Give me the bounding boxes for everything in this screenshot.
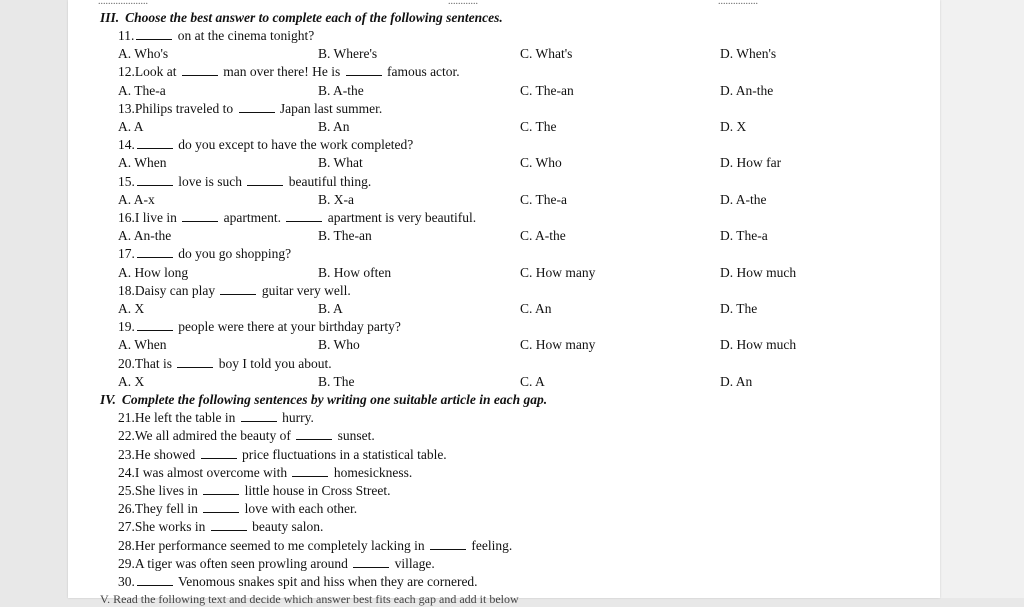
- item-number: 11.: [118, 28, 135, 43]
- sentence-text: sunset.: [334, 428, 375, 444]
- gap-sentence: [118, 555, 435, 573]
- viewer-background-right: [940, 0, 1024, 598]
- answer-option[interactable]: A. How long: [118, 264, 189, 280]
- answer-option[interactable]: B. The-an: [318, 228, 372, 244]
- answer-blank[interactable]: [137, 137, 173, 149]
- section-heading: [100, 9, 503, 27]
- answer-option[interactable]: D. X: [720, 119, 747, 134]
- answer-blank[interactable]: [239, 101, 275, 113]
- answer-blank[interactable]: [286, 210, 322, 222]
- answer-option[interactable]: A. X: [118, 301, 145, 316]
- sentence-text: village.: [391, 555, 435, 571]
- question-stem: [118, 63, 460, 81]
- sentence-text: A tiger was often seen prowling around: [134, 555, 352, 571]
- answer-option[interactable]: B. How often: [318, 264, 392, 280]
- answer-option[interactable]: D. The-a: [720, 228, 768, 244]
- sentence-text: Japan last summer.: [276, 100, 383, 116]
- answer-option[interactable]: D. The: [720, 301, 758, 316]
- item-number: 28.: [118, 537, 135, 553]
- gap-sentence: [118, 573, 478, 591]
- answer-option[interactable]: A. When: [118, 155, 167, 171]
- answer-option[interactable]: A. Who's: [118, 46, 169, 62]
- item-number: 13.: [118, 100, 135, 116]
- section-number: III.: [100, 10, 120, 25]
- section-number: IV.: [100, 392, 116, 407]
- answer-blank[interactable]: [137, 174, 173, 186]
- answer-blank[interactable]: [430, 538, 466, 550]
- cut-off-text-bottom: V. Read the following text and decide which answer best fits each gap and add it below: [100, 592, 519, 606]
- item-number: 16.: [118, 210, 135, 225]
- sentence-text: She lives in: [134, 483, 202, 498]
- item-number: 25.: [118, 483, 135, 498]
- sentence-text: I was almost overcome with: [134, 464, 291, 480]
- section-title: Choose the best answer to complete each of the following sentences.: [125, 10, 503, 25]
- sentence-text: I live in: [134, 210, 181, 225]
- answer-option[interactable]: C. How many: [520, 264, 596, 280]
- sentence-text: man over there! He is: [219, 64, 344, 80]
- answer-option[interactable]: A. X: [118, 373, 145, 389]
- sentence-text: beauty salon.: [248, 519, 324, 535]
- answer-blank[interactable]: [137, 574, 173, 586]
- answer-blank[interactable]: [220, 283, 256, 295]
- answer-blank[interactable]: [292, 465, 328, 477]
- question-stem: [118, 355, 332, 373]
- gap-sentence: [118, 446, 447, 464]
- answer-option[interactable]: D. How far: [720, 155, 782, 171]
- sentence-text: They fell in: [134, 501, 202, 517]
- answer-option[interactable]: D. How much: [720, 264, 797, 280]
- answer-blank[interactable]: [182, 210, 218, 222]
- sentence-text: do you except to have the work completed?: [174, 137, 414, 153]
- sentence-text: Her performance seemed to me completely lacking in: [134, 537, 429, 553]
- question-stem: [118, 318, 401, 336]
- item-number: 15.: [118, 173, 135, 189]
- sentence-text: boy I told you about.: [215, 355, 332, 371]
- item-number: 20.: [118, 355, 135, 371]
- answer-option[interactable]: B. An: [318, 119, 350, 134]
- question-stem: [118, 245, 291, 263]
- answer-option[interactable]: C. How many: [520, 337, 596, 353]
- gap-sentence: [118, 464, 412, 482]
- answer-option[interactable]: B. Who: [318, 337, 360, 353]
- item-number: 21.: [118, 410, 135, 426]
- answer-blank[interactable]: [203, 483, 239, 495]
- sentence-text: price fluctuations in a statistical table.: [238, 446, 447, 462]
- answer-option[interactable]: B. A-the: [318, 82, 364, 98]
- answer-blank[interactable]: [182, 64, 218, 76]
- sentence-text: do you go shopping?: [174, 246, 292, 262]
- sentence-text: people were there at your birthday party?: [174, 319, 401, 335]
- item-number: 29.: [118, 555, 135, 571]
- cut-off-text-top: ....................: [98, 0, 148, 7]
- sentence-text: beautiful thing.: [285, 173, 372, 189]
- answer-blank[interactable]: [177, 356, 213, 368]
- question-stem: [118, 27, 314, 45]
- item-number: 26.: [118, 501, 135, 517]
- answer-option[interactable]: B. What: [318, 155, 363, 171]
- answer-option[interactable]: A. An-the: [118, 228, 172, 244]
- sentence-text: on at the cinema tonight?: [174, 28, 315, 43]
- item-number: 23.: [118, 446, 135, 462]
- answer-blank[interactable]: [296, 428, 332, 440]
- sentence-text: Daisy can play: [134, 282, 219, 298]
- sentence-text: famous actor.: [383, 64, 460, 80]
- answer-option[interactable]: D. How much: [720, 337, 797, 353]
- answer-option[interactable]: D. An-the: [720, 82, 774, 98]
- answer-blank[interactable]: [137, 246, 173, 258]
- answer-blank[interactable]: [203, 501, 239, 513]
- question-stem: [118, 173, 371, 191]
- answer-option[interactable]: B. X-a: [318, 191, 354, 207]
- answer-option[interactable]: C. A-the: [520, 228, 566, 244]
- answer-option[interactable]: B. Where's: [318, 46, 378, 62]
- sentence-text: apartment is very beautiful.: [324, 210, 477, 225]
- sentence-text: Philips traveled to: [134, 100, 237, 116]
- answer-option[interactable]: A. A: [118, 119, 144, 134]
- answer-option[interactable]: C. The-an: [520, 82, 574, 98]
- gap-sentence: [118, 427, 375, 445]
- answer-option[interactable]: D. When's: [720, 46, 777, 62]
- gap-sentence: [118, 500, 357, 518]
- gap-sentence: [118, 537, 512, 555]
- answer-blank[interactable]: [137, 319, 173, 331]
- cut-off-text-top: ................: [718, 0, 758, 7]
- item-number: 24.: [118, 464, 135, 480]
- item-number: 30.: [118, 574, 135, 589]
- sentence-text: little house in Cross Street.: [241, 483, 391, 498]
- answer-option[interactable]: D. An: [720, 373, 753, 389]
- cut-off-text-top: ............: [448, 0, 478, 7]
- question-stem: [118, 209, 476, 227]
- question-stem: [118, 100, 382, 118]
- sentence-text: He left the table in: [134, 410, 239, 426]
- answer-option[interactable]: C. The: [520, 119, 557, 134]
- answer-blank[interactable]: [353, 556, 389, 568]
- item-number: 17.: [118, 246, 135, 262]
- sentence-text: guitar very well.: [258, 282, 351, 298]
- answer-option[interactable]: C. An: [520, 301, 552, 316]
- sentence-text: homesickness.: [330, 464, 413, 480]
- sentence-text: Venomous snakes spit and hiss when they are cornered.: [174, 574, 478, 589]
- item-number: 27.: [118, 519, 135, 535]
- sentence-text: He showed: [134, 446, 199, 462]
- question-stem: [118, 136, 413, 154]
- answer-option[interactable]: C. Who: [520, 155, 562, 171]
- gap-sentence: [118, 482, 391, 500]
- answer-blank[interactable]: [201, 447, 237, 459]
- answer-blank[interactable]: [136, 28, 172, 40]
- item-number: 14.: [118, 137, 135, 153]
- answer-option[interactable]: B. The: [318, 373, 355, 389]
- answer-blank[interactable]: [241, 410, 277, 422]
- answer-blank[interactable]: [346, 64, 382, 76]
- answer-option[interactable]: A. The-a: [118, 82, 166, 98]
- answer-option[interactable]: B. A: [318, 301, 343, 316]
- answer-blank[interactable]: [211, 519, 247, 531]
- item-number: 22.: [118, 428, 135, 444]
- answer-option[interactable]: C. The-a: [520, 191, 567, 207]
- sentence-text: That is: [134, 355, 176, 371]
- item-number: 19.: [118, 319, 135, 335]
- section-title: Complete the following sentences by writing one suitable article in each gap.: [121, 392, 548, 407]
- answer-option[interactable]: C. A: [520, 373, 545, 389]
- gap-sentence: [118, 518, 323, 536]
- sentence-text: apartment.: [220, 210, 285, 225]
- sentence-text: She works in: [134, 519, 209, 535]
- gap-sentence: [118, 409, 314, 427]
- answer-option[interactable]: A. A-x: [118, 191, 155, 207]
- sentence-text: love with each other.: [241, 501, 358, 517]
- answer-option[interactable]: C. What's: [520, 46, 573, 62]
- answer-option[interactable]: D. A-the: [720, 191, 767, 207]
- sentence-text: feeling.: [468, 537, 513, 553]
- answer-option[interactable]: A. When: [118, 337, 167, 353]
- question-stem: [118, 282, 351, 300]
- section-heading: [100, 391, 547, 409]
- answer-blank[interactable]: [247, 174, 283, 186]
- sentence-text: love is such: [174, 173, 246, 189]
- sentence-text: Look at: [134, 64, 180, 80]
- item-number: 18.: [118, 282, 135, 298]
- sentence-text: We all admired the beauty of: [134, 428, 295, 444]
- item-number: 12.: [118, 64, 135, 80]
- sentence-text: hurry.: [278, 410, 314, 426]
